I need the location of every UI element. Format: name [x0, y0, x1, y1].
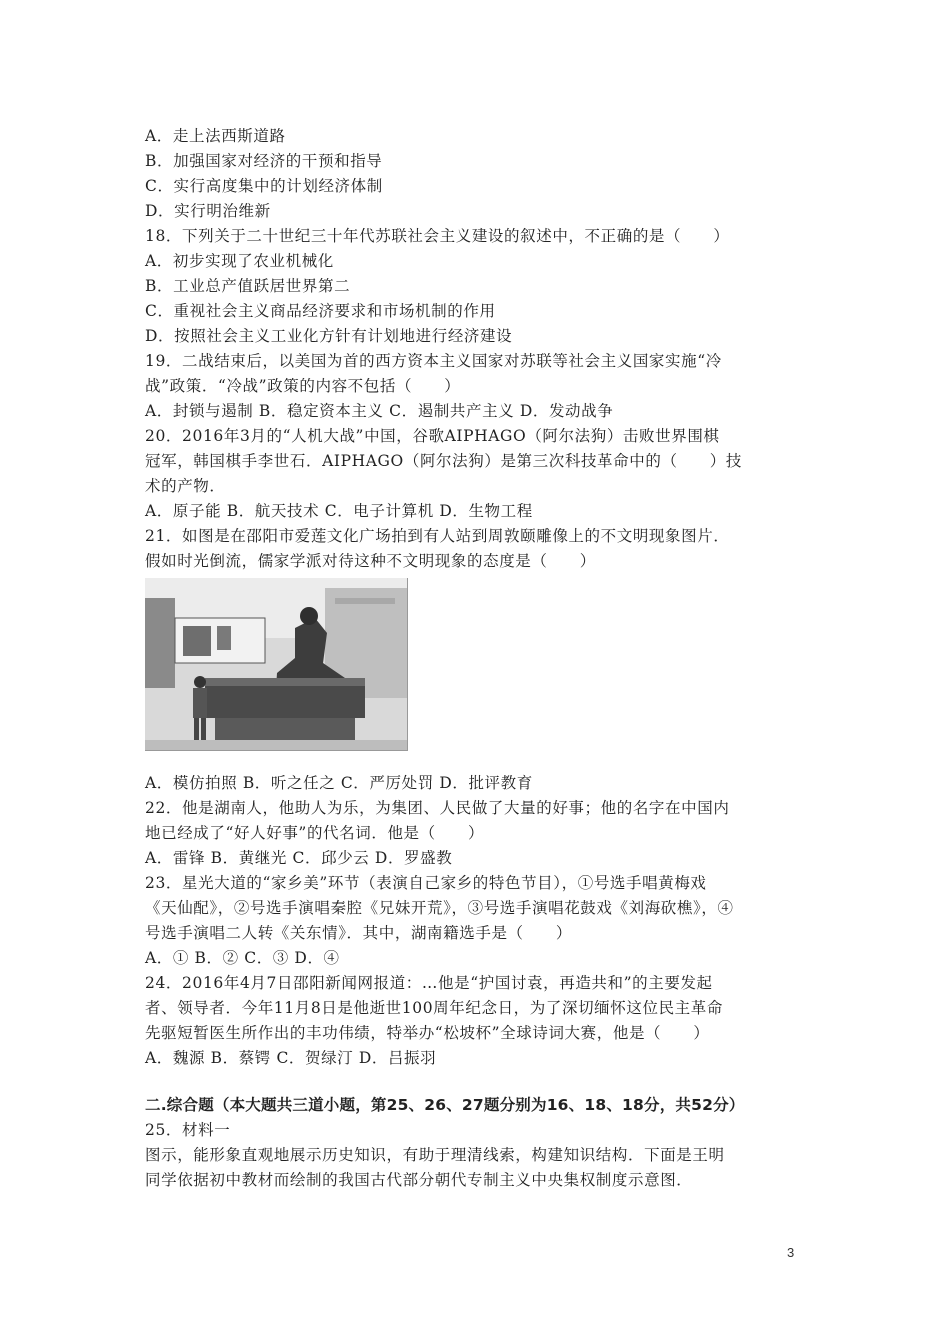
q23-stem-line2: 《天仙配》，②号选手演唱秦腔《兄妹开荒》，③号选手演唱花鼓戏《刘海砍樵》，④	[145, 899, 734, 917]
statue-photo-illustration	[145, 578, 407, 750]
q18-option-a: A．初步实现了农业机械化	[145, 252, 334, 270]
q19-stem-line1: 19．二战结束后，以美国为首的西方资本主义国家对苏联等社会主义国家实施“冷	[145, 352, 722, 370]
q18-option-b: B．工业总产值跃居世界第二	[145, 277, 351, 295]
page-number: 3	[787, 1245, 795, 1260]
q23-stem-line1: 23．星光大道的“家乡美”环节（表演自己家乡的特色节目），①号选手唱黄梅戏	[145, 874, 707, 892]
q17-option-a: A．走上法西斯道路	[145, 127, 286, 145]
q21-stem-line1: 21．如图是在邵阳市爱莲文化广场拍到有人站到周敦颐雕像上的不文明现象图片．	[145, 527, 730, 545]
q17-option-d: D．实行明治维新	[145, 202, 271, 220]
q18-option-d: D．按照社会主义工业化方针有计划地进行经济建设	[145, 327, 513, 345]
q21-stem-line2: 假如时光倒流，儒家学派对待这种不文明现象的态度是（ ）	[145, 552, 596, 570]
q18-stem: 18．下列关于二十世纪三十年代苏联社会主义建设的叙述中，不正确的是（ ）	[145, 227, 730, 245]
q21-options: A．模仿拍照 B．听之任之 C．严厉处罚 D．批评教育	[145, 774, 533, 792]
q25-label: 25．材料一	[145, 1121, 231, 1139]
q24-stem-line1: 24．2016年4月7日邵阳新闻网报道：…他是“护国讨袁，再造共和”的主要发起	[145, 974, 713, 992]
q19-stem-line2: 战”政策．“冷战”政策的内容不包括（ ）	[145, 377, 461, 395]
q23-stem-line3: 号选手演唱二人转《关东情》．其中，湖南籍选手是（ ）	[145, 924, 572, 942]
q25-para-line1: 图示，能形象直观地展示历史知识，有助于理清线索，构建知识结构．下面是王明	[145, 1146, 725, 1164]
q22-options: A．雷锋 B．黄继光 C．邱少云 D．罗盛教	[145, 849, 453, 867]
q25-para-line2: 同学依据初中教材而绘制的我国古代部分朝代专制主义中央集权制度示意图．	[145, 1171, 693, 1189]
q24-stem-line2: 者、领导者．今年11月8日是他逝世100周年纪念日，为了深切缅怀这位民主革命	[145, 999, 723, 1017]
statue-photo	[145, 578, 408, 751]
q20-stem-line1: 20．2016年3月的“人机大战”中国，谷歌AIPHAGO（阿尔法狗）击败世界围棋	[145, 427, 720, 445]
q20-stem-line2: 冠军，韩国棋手李世石．AIPHAGO（阿尔法狗）是第三次科技革命中的（ ）技	[145, 452, 742, 470]
q22-stem-line2: 地已经成了“好人好事”的代名词．他是（ ）	[145, 824, 485, 842]
q24-options: A．魏源 B．蔡锷 C．贺绿汀 D．吕振羽	[145, 1049, 437, 1067]
q20-stem-line3: 术的产物．	[145, 477, 226, 495]
q17-option-b: B．加强国家对经济的干预和指导	[145, 152, 383, 170]
q22-stem-line1: 22．他是湖南人，他助人为乐，为集团、人民做了大量的好事；他的名字在中国内	[145, 799, 730, 817]
q18-option-c: C．重视社会主义商品经济要求和市场机制的作用	[145, 302, 496, 320]
q24-stem-line3: 先驱短暂医生所作出的丰功伟绩，特举办“松坡杯”全球诗词大赛，他是（ ）	[145, 1024, 710, 1042]
section-2-title: 二.综合题（本大题共三道小题，第25、26、27题分别为16、18、18分，共52分）	[145, 1096, 745, 1114]
q17-option-c: C．实行高度集中的计划经济体制	[145, 177, 383, 195]
q20-options: A．原子能 B．航天技术 C．电子计算机 D．生物工程	[145, 502, 533, 520]
q19-options: A．封锁与遏制 B．稳定资本主义 C．遏制共产主义 D．发动战争	[145, 402, 614, 420]
q23-options: A．① B．② C．③ D．④	[145, 949, 340, 967]
page-content	[145, 124, 820, 1193]
